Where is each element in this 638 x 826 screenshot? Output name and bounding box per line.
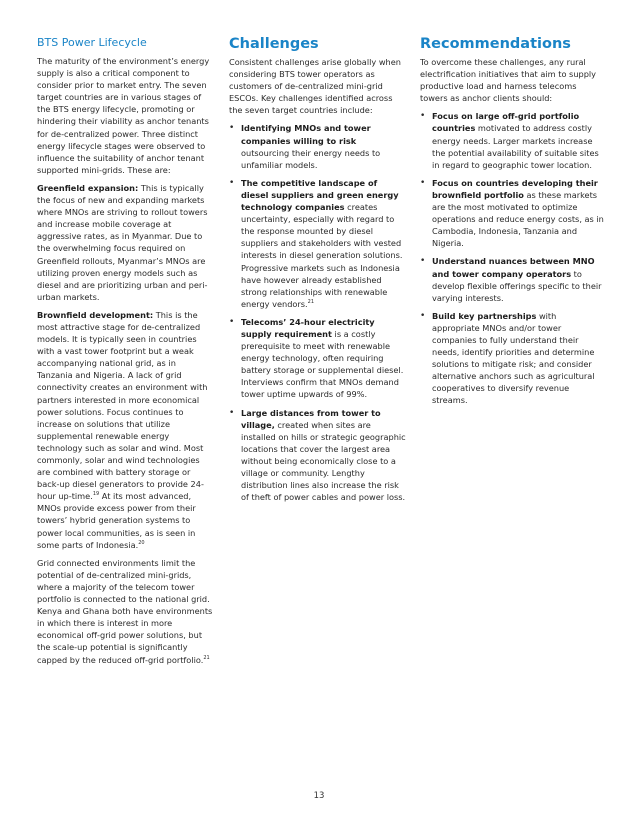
list-item xyxy=(420,255,606,303)
brownfield-text-1: This is the most attractive stage for de-centralized models. It is typically seen in countries with a vast tower footprint but a weak accompanying national grid, as in Tanzania and Nigeria. A lack of grid connectivity creates an environment with partners interested in more economical power solutions. Focus continues to increase on solutions that utilize supplemental renewable energy technology such as solar and wind. Most commonly, solar and wind technologies are combined with battery storage or back-up diesel generators to provide 24-hour up-time. xyxy=(37,309,208,502)
item-bold: Build key partnerships xyxy=(432,310,537,321)
list-item xyxy=(229,316,407,401)
recommendations-list xyxy=(420,110,606,406)
list-item xyxy=(229,177,407,310)
section-heading-bts-power-lifecycle: BTS Power Lifecycle xyxy=(37,36,147,49)
bullet-icon: • xyxy=(229,123,235,134)
grid-connected-paragraph xyxy=(37,557,214,666)
item-bold: Understand nuances between MNO and tower company operators xyxy=(432,256,595,279)
list-item xyxy=(229,407,407,504)
page-number: 13 xyxy=(313,791,325,801)
item-text: to develop flexible offerings specific to their varying interests. xyxy=(432,268,602,303)
column-recommendations xyxy=(420,36,606,413)
challenges-list xyxy=(229,122,407,503)
bullet-icon: • xyxy=(229,316,235,327)
bullet-icon: • xyxy=(420,111,426,122)
item-text: created when sites are installed on hills or strategic geographic locations that cover the largest area without being economically close to a village or community. Lengthy distribution lines also increase the risk of theft of power cables and power loss. xyxy=(241,419,406,503)
column-bts-power-lifecycle xyxy=(37,36,214,672)
item-bold: Identifying MNOs and tower companies willing to risk xyxy=(241,123,371,146)
bullet-icon: • xyxy=(229,407,235,418)
item-bold: The competitive landscape of diesel suppliers and green energy technology companies xyxy=(241,177,399,213)
grid-connected-text: Grid connected environments limit the potential of de-centralized mini-grids, where a majority of the telecom tower portfolio is connected to the national grid. Kenya and Ghana both have environments in which there is interest in more economical off-grid power solutions, but the scale-up potential is significantly capped by the reduced off-grid portfolio. xyxy=(37,557,213,665)
footnote-ref-20: 20 xyxy=(138,539,145,546)
item-bold: Focus on large off-grid portfolio countries xyxy=(432,111,580,134)
item-text: motivated to address costly energy needs. Larger markets increase the potential availability of suitable sites in regard to geographic tower location. xyxy=(432,123,599,170)
list-item xyxy=(420,177,606,250)
section-heading-recommendations: Recommendations xyxy=(420,36,571,52)
item-text: as these markets are the most motivated to optimize operations and reduce energy costs, as in Cambodia, Indonesia, Tanzania and Nigeria. xyxy=(432,189,604,249)
bullet-icon: • xyxy=(229,177,235,188)
challenges-intro: Consistent challenges arise globally when considering BTS tower operators as customers of de-centralized mini-grid ESCOs. Key challenges identified across the seven target countries include: xyxy=(229,57,401,116)
list-item xyxy=(420,110,606,170)
item-bold: Large distances from tower to village, xyxy=(241,407,381,430)
greenfield-label: Greenfield expansion: xyxy=(37,182,139,193)
item-text: creates uncertainty, especially with regard to the response mounted by diesel suppliers and stakeholders with vested interests in diesel generation solutions. Progressive markets such as Indonesia have however already established strong relationships with renewable energy vendors. xyxy=(241,202,403,309)
footnote-ref: 21 xyxy=(307,298,315,305)
bullet-icon: • xyxy=(420,256,426,267)
brownfield-label: Brownfield development: xyxy=(37,309,154,320)
intro-paragraph: The maturity of the environment’s energy supply is also a critical component to consider prior to market entry. The seven target countries are in various stages of the BTS energy lifecycle, promoting or hindering their viability as anchor tenants for de-centralized power. Three distinct energy lifecycle stages were observed to influence the suitability of anchor tenant supported mini-grids. These are: xyxy=(37,56,210,175)
bullet-icon: • xyxy=(420,310,426,321)
footnote-ref-19: 19 xyxy=(92,491,100,498)
bullet-icon: • xyxy=(420,177,426,188)
list-item xyxy=(420,310,606,407)
recommendations-intro: To overcome these challenges, any rural electrification initiatives that aim to supply productive load and harness telecoms towers as anchor clients should: xyxy=(420,57,597,104)
brownfield-paragraph xyxy=(37,309,214,551)
column-challenges xyxy=(229,36,407,509)
greenfield-text: This is typically the focus of new and expanding markets where MNOs are striving to rollout towers and increase mobile coverage at aggressive rates, as in Myanmar. Due to the overwhelming focus required on Greenfield rollouts, Myanmar’s MNOs are utilizing proven energy models such as diesel and are prioritizing urban and peri-urban markets. xyxy=(37,182,208,302)
brownfield-text-2: At its most advanced, MNOs provide excess power from their towers’ hybrid generation systems to power local communities, as is seen in some parts of Indonesia. xyxy=(37,491,196,550)
list-item xyxy=(229,122,407,170)
greenfield-paragraph xyxy=(37,182,214,303)
item-text: with appropriate MNOs and/or tower companies to fully understand their needs, identify priorities and determine solutions to mitigate risk; and consider alternative anchors such as agricultural cooperatives to diversify revenue streams. xyxy=(432,310,595,406)
item-bold: Focus on countries developing their brownfield portfolio xyxy=(432,177,598,200)
section-heading-challenges: Challenges xyxy=(229,36,319,52)
footnote-ref-21: 21 xyxy=(203,654,210,661)
item-text: is a costly prerequisite to meet with renewable energy technology, often requiring battery storage or supplemental diesel. Interviews confirm that MNOs demand tower uptime upwards of 99%. xyxy=(241,328,404,400)
item-bold: Telecoms’ 24-hour electricity supply requirement xyxy=(241,316,375,339)
item-text: outsourcing their energy needs to unfamiliar models. xyxy=(241,147,381,170)
